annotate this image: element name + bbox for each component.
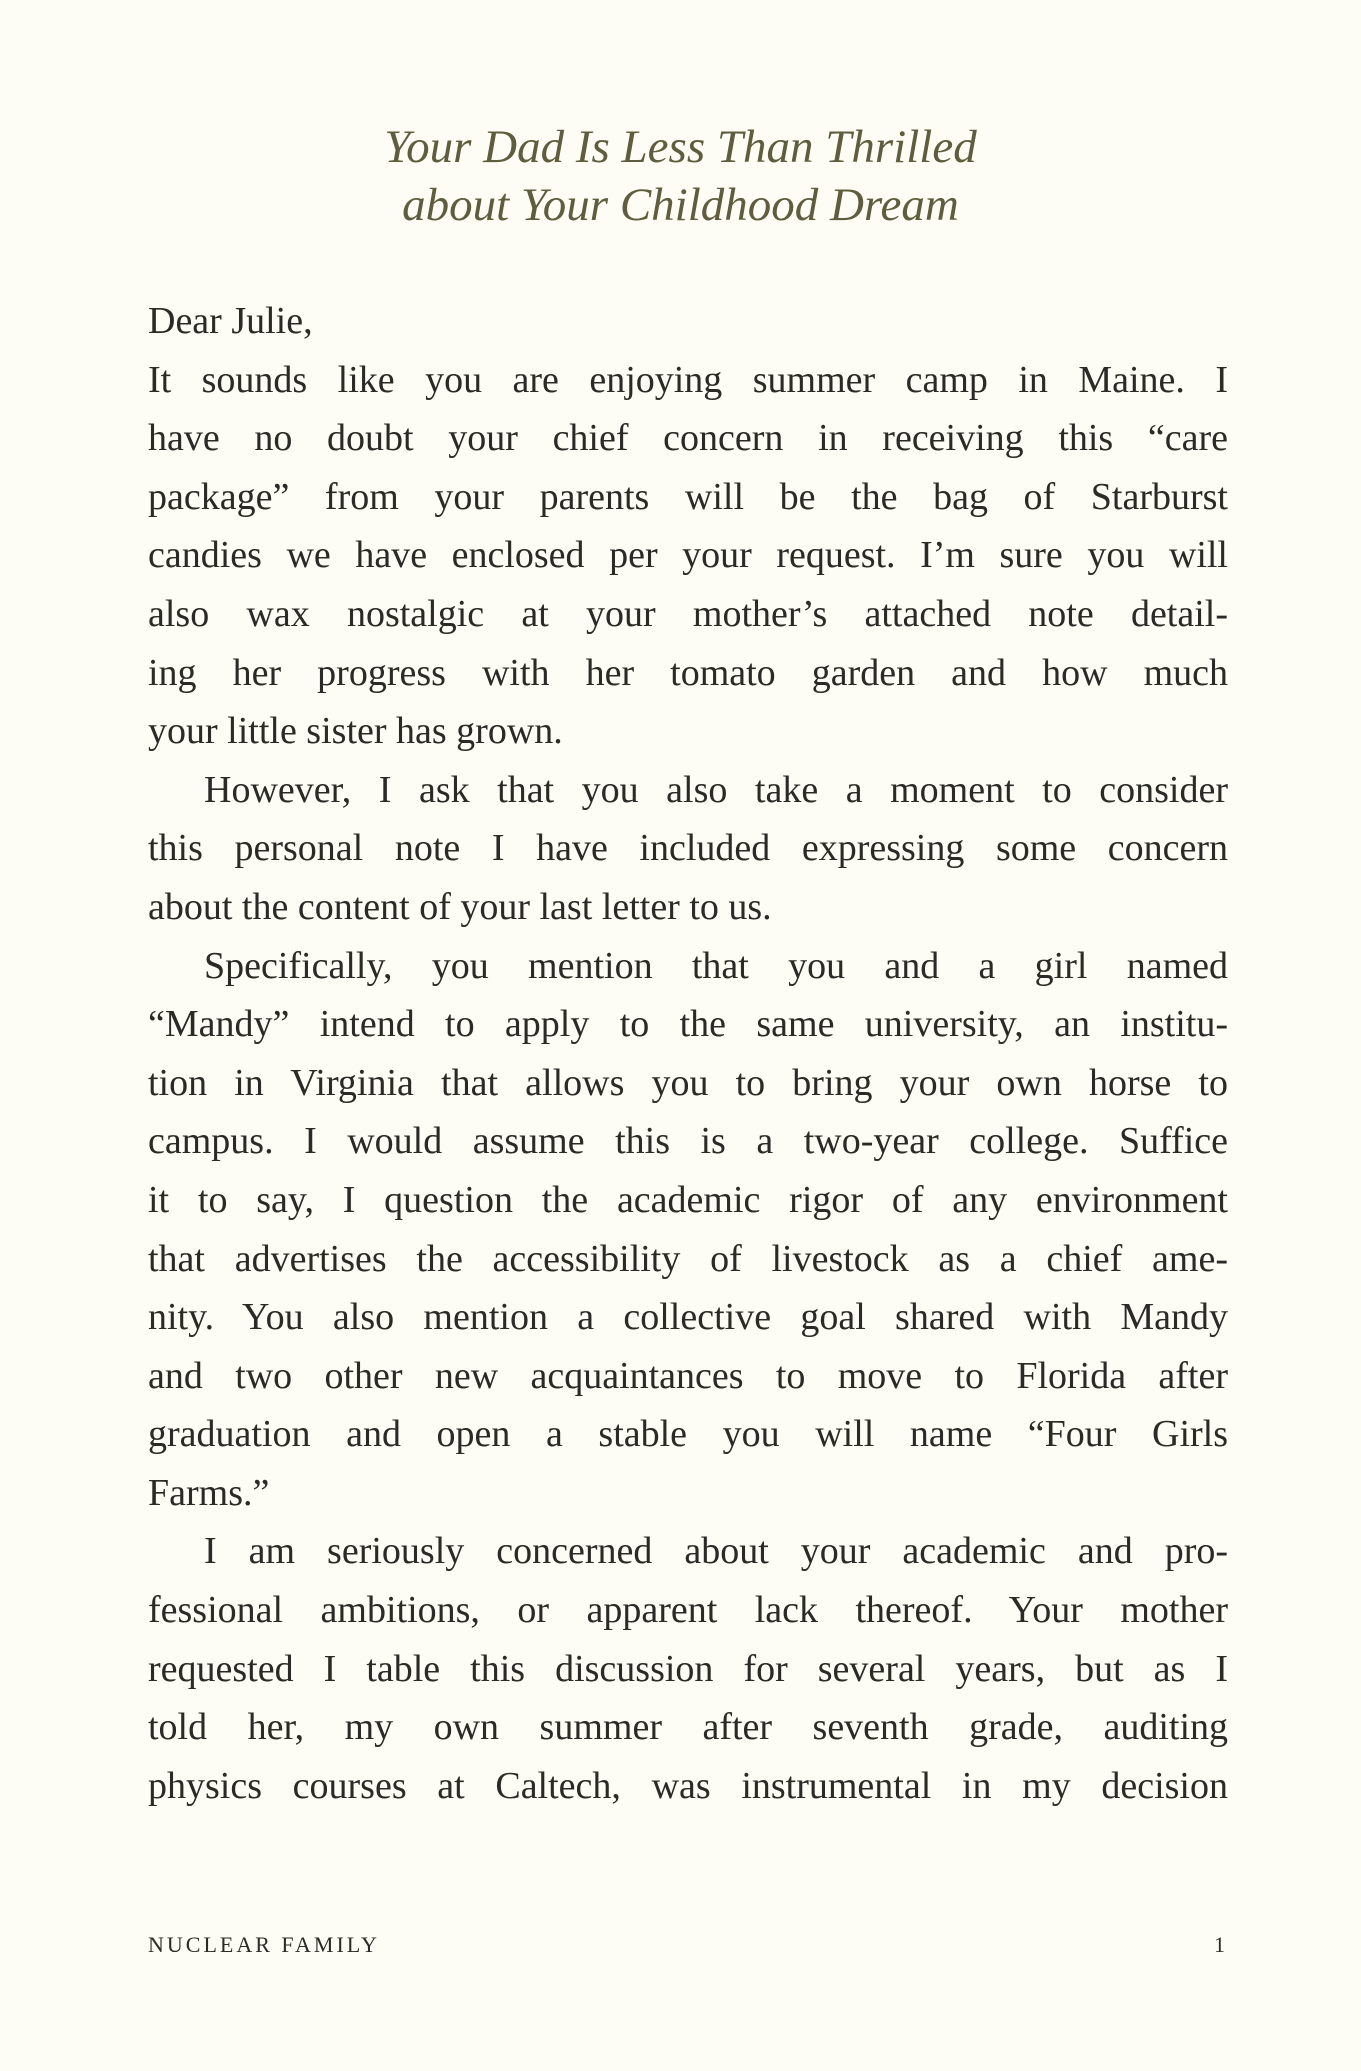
paragraph-line: also wax nostalgic at your mother’s attached note detail- [148, 592, 1228, 635]
paragraph-line: graduation and open a stable you will name “Four Girls [148, 1413, 1228, 1456]
paragraph-line: this personal note I have included expressing some concern [148, 827, 1228, 870]
page-number: 1 [1214, 1932, 1228, 1957]
paragraph-line: physics courses at Caltech, was instrumental in my decision [148, 1764, 1228, 1807]
paragraph-line: campus. I would assume this is a two-year college. Suffice [148, 1120, 1228, 1163]
paragraph-line: about the content of your last letter to us. [148, 885, 772, 928]
paragraph-line: candies we have enclosed per your request. I’m sure you will [148, 534, 1228, 577]
paragraph-line: requested I table this discussion for several years, but as I [148, 1647, 1228, 1690]
paragraph-line: I am seriously concerned about your academic and pro- [204, 1530, 1228, 1573]
paragraph-line: told her, my own summer after seventh grade, auditing [148, 1706, 1228, 1749]
running-head: NUCLEAR FAMILY [148, 1932, 380, 1957]
paragraph-line: fessional ambitions, or apparent lack thereof. Your mother [148, 1589, 1228, 1632]
chapter-title [0, 118, 1361, 234]
paragraph-line: ing her progress with her tomato garden and how much [148, 651, 1228, 694]
paragraph-line: your little sister has grown. [148, 710, 563, 753]
letter-body [148, 292, 1228, 1815]
paragraph-line: It sounds like you are enjoying summer camp in Maine. I [148, 358, 1228, 401]
page-footer [148, 1932, 1228, 1958]
paragraph-line: nity. You also mention a collective goal shared with Mandy [148, 1296, 1228, 1339]
paragraph-line: it to say, I question the academic rigor of any environment [148, 1178, 1228, 1221]
paragraph-line: tion in Virginia that allows you to bring your own horse to [148, 1061, 1228, 1104]
paragraph-line: Farms.” [148, 1471, 270, 1514]
paragraph-line: that advertises the accessibility of livestock as a chief ame- [148, 1237, 1228, 1280]
title-line: about Your Childhood Dream [402, 179, 959, 231]
paragraph-line: have no doubt your chief concern in receiving this “care [148, 417, 1228, 460]
paragraph-line: Specifically, you mention that you and a girl named [204, 944, 1228, 987]
paragraph-line: package” from your parents will be the bag of Starburst [148, 475, 1228, 518]
paragraph-line: “Mandy” intend to apply to the same university, an institu- [148, 1003, 1228, 1046]
paragraph-line: However, I ask that you also take a moment to consider [204, 768, 1228, 811]
salutation: Dear Julie, [148, 300, 313, 342]
paragraph-line: and two other new acquaintances to move to Florida after [148, 1354, 1228, 1397]
title-line: Your Dad Is Less Than Thrilled [384, 121, 977, 173]
